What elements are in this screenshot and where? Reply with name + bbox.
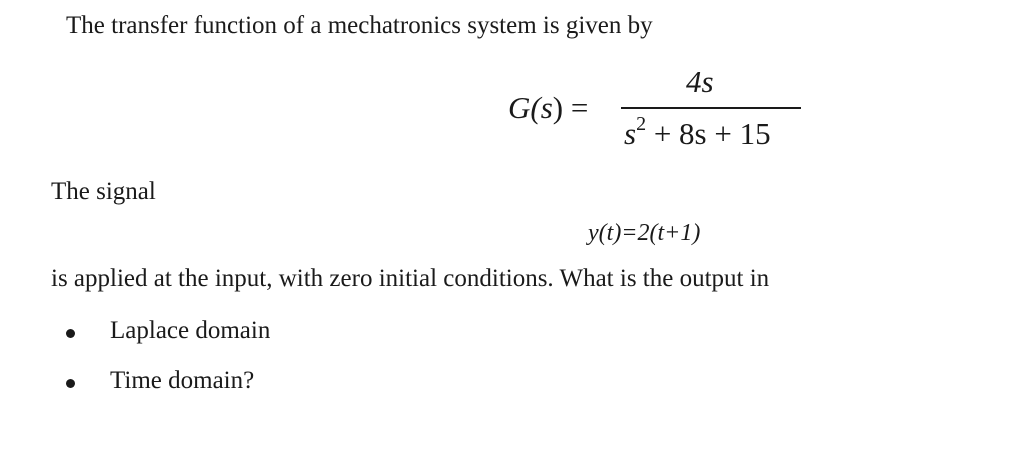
equation-denominator bbox=[624, 113, 771, 152]
intro-text: The transfer function of a mechatronics system is given by bbox=[66, 12, 653, 39]
lhs-close: ) = bbox=[552, 90, 589, 125]
denominator-exponent: 2 bbox=[636, 113, 647, 135]
lhs-var: s bbox=[540, 90, 553, 125]
equation-lhs bbox=[508, 90, 588, 126]
bullet-text: Laplace domain bbox=[110, 317, 271, 344]
denominator-base: s bbox=[624, 116, 637, 151]
signal-label: The signal bbox=[51, 178, 156, 205]
denominator-rest: + 8s + 15 bbox=[646, 116, 771, 151]
applied-text: is applied at the input, with zero initial conditions. What is the output in bbox=[51, 265, 770, 292]
equation-numerator bbox=[686, 64, 714, 100]
bullet-dot-icon bbox=[66, 329, 75, 338]
bullet-dot-icon bbox=[66, 379, 75, 388]
transfer-function-equation bbox=[508, 64, 808, 164]
signal-equation: y(t)=2(t+1) bbox=[588, 220, 701, 246]
numerator-text: 4s bbox=[686, 64, 714, 99]
bullet-text: Time domain? bbox=[110, 367, 255, 394]
lhs-open: G( bbox=[508, 90, 541, 125]
fraction-line bbox=[621, 107, 801, 109]
